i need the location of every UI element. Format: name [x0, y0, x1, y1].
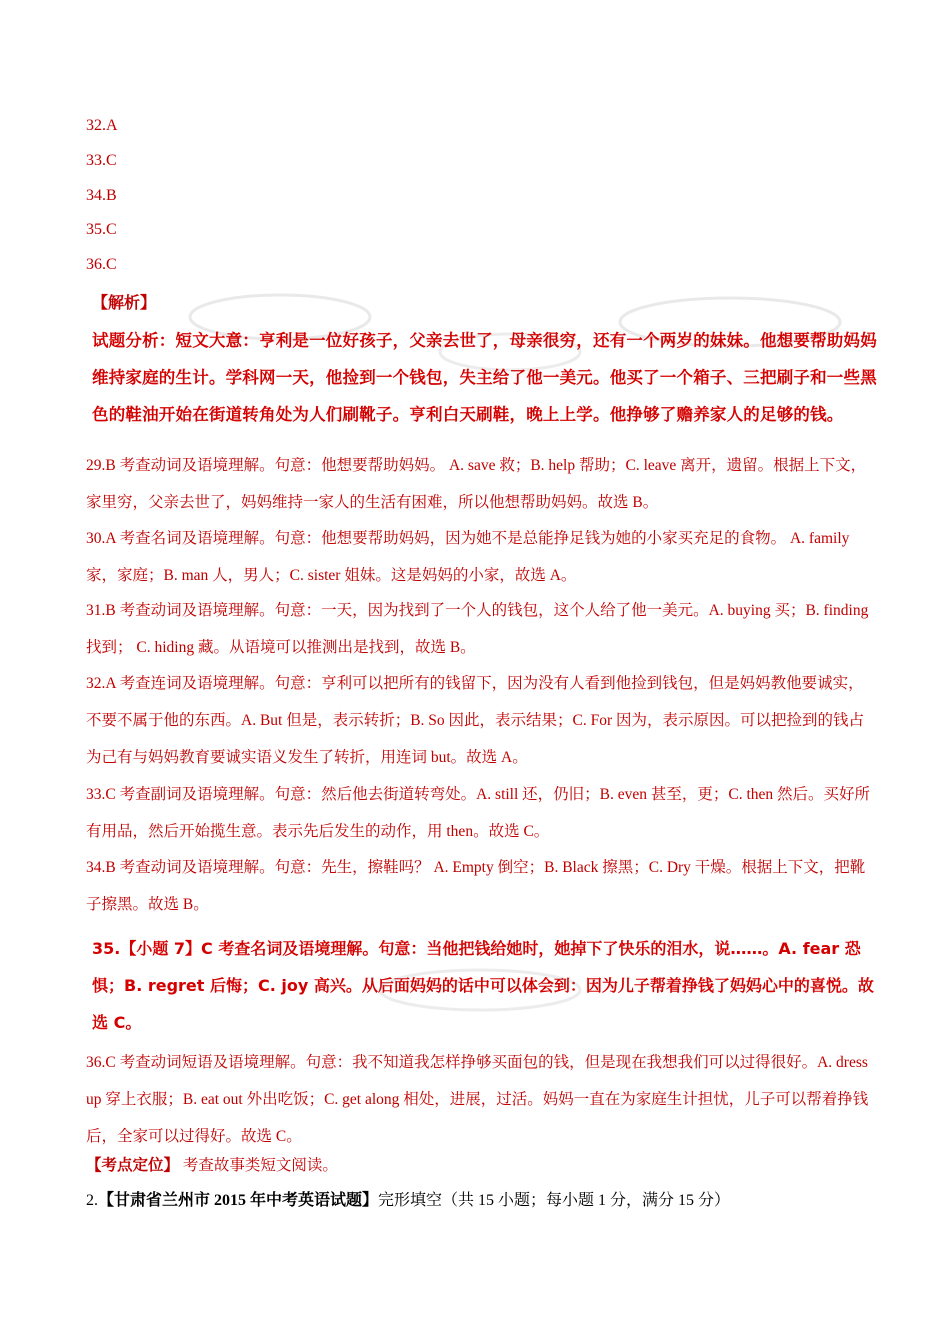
kaodian-label: 【考点定位】 — [86, 1157, 180, 1174]
answer-35: 35.C — [86, 221, 117, 238]
answer-34: 34.B — [86, 187, 117, 204]
kaodian-text: 考查故事类短文阅读。 — [182, 1157, 338, 1174]
kaodian-line — [86, 1153, 338, 1175]
explanation-33: 33.C 考查副词及语境理解。句意：然后他去街道转弯处。A. still 还，仍旧；B. even 甚至，更；C. then 然后。买好所有用品，然后开始揽生意。表示先后发生的动作，用 then。故选 C。 — [86, 786, 871, 840]
question-2-number: 2. — [86, 1192, 98, 1209]
question-2-source: 【甘肃省兰州市 2015 年中考英语试题】 — [98, 1192, 379, 1209]
answer-36: 36.C — [86, 256, 117, 273]
explanation-32: 32.A 考查连词及语境理解。句意：亨利可以把所有的钱留下，因为没有人看到他捡到钱包，但是妈妈教他要诚实，不要不属于他的东西。A. But 但是，表示转折；B. So 因此，表示结果；C. For 因为，表示原因。可以把捡到的钱占为己有与妈妈教育要诚实语义发生了转折，用连词 but。故选 A。 — [86, 675, 865, 766]
answer-32: 32.A — [86, 117, 118, 134]
question-2-text: 完形填空（共 15 小题；每小题 1 分，满分 15 分） — [378, 1192, 731, 1209]
explanation-31: 31.B 考查动词及语境理解。句意：一天，因为找到了一个人的钱包，这个人给了他一美元。A. buying 买；B. finding 找到； C. hiding 藏。从语境可以推测出是找到，故选 B。 — [86, 602, 869, 656]
answer-33: 33.C — [86, 152, 117, 169]
explanation-30: 30.A 考查名词及语境理解。句意：他想要帮助妈妈，因为她不是总能挣足钱为她的小家买充足的食物。 A. family 家，家庭；B. man 人，男人；C. sister 姐妹。这是妈妈的小家，故选 A。 — [86, 530, 850, 584]
analysis-heading: 【解析】 — [92, 295, 157, 312]
question-2-header — [86, 1187, 730, 1210]
explanation-29: 29.B 考查动词及语境理解。句意：他想要帮助妈妈。 A. save 救；B. help 帮助；C. leave 离开，遗留。根据上下文，家里穷，父亲去世了，妈妈维持一家人的生活有困难，所以他想帮助妈妈。故选 B。 — [86, 457, 867, 511]
explanation-34: 34.B 考查动词及语境理解。句意：先生，擦鞋吗？ A. Empty 倒空；B. Black 擦黑；C. Dry 干燥。根据上下文，把靴子擦黑。故选 B。 — [86, 859, 866, 913]
analysis-summary: 试题分析：短文大意：亨利是一位好孩子，父亲去世了，母亲很穷，还有一个两岁的妹妹。他想要帮助妈妈维持家庭的生计。学科网一天，他捡到一个钱包，失主给了他一美元。他买了一个箱子、三把刷子和一些黑色的鞋油开始在街道转角处为人们刷靴子。亨利白天刷鞋，晚上上学。他挣够了赡养家人的足够的钱。 — [92, 331, 877, 424]
explanation-36: 36.C 考查动词短语及语境理解。句意：我不知道我怎样挣够买面包的钱，但是现在我想我们可以过得很好。A. dress up 穿上衣服；B. eat out 外出吃饭；C. get along 相处，进展，过活。妈妈一直在为家庭生计担忧，儿子可以帮着挣钱后，全家可以过得好。故选 C。 — [86, 1054, 869, 1145]
explanation-35: 35.【小题 7】C 考查名词及语境理解。句意：当他把钱给她时，她掉下了快乐的泪水，说……。A. fear 恐惧；B. regret 后悔；C. joy 高兴。从后面妈妈的话中可以体会到：因为儿子帮着挣钱了妈妈心中的喜悦。故选 C。 — [92, 939, 874, 1032]
